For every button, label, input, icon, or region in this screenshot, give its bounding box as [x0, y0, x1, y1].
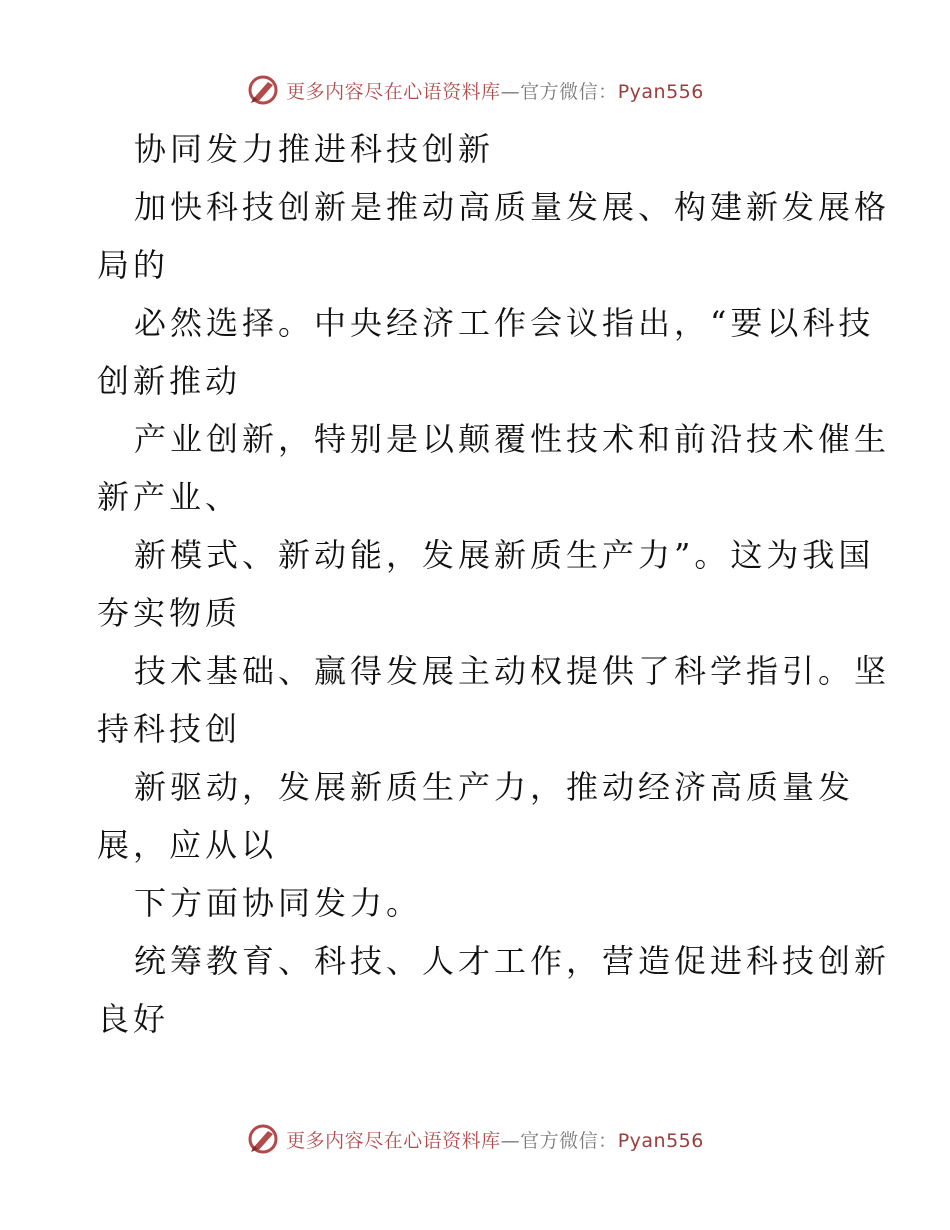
watermark-wechat-id: Pyan556 — [617, 1129, 704, 1152]
logo-pen-icon — [246, 1122, 280, 1156]
footer-watermark — [0, 1119, 950, 1159]
paragraph-line: 局的 — [97, 246, 170, 284]
watermark-text — [286, 77, 704, 104]
paragraph-line: 创新推动 — [97, 362, 242, 400]
document-title: 协同发力推进科技创新 — [134, 130, 495, 168]
header-watermark — [0, 70, 950, 110]
watermark-separator: — — [500, 80, 521, 103]
watermark-wechat-id: Pyan556 — [617, 80, 704, 103]
paragraph-line: 良好 — [97, 1000, 170, 1038]
paragraph-line: 下方面协同发力。 — [134, 884, 423, 922]
paragraph-line: 持科技创 — [97, 710, 242, 748]
watermark-text — [286, 1126, 704, 1153]
paragraph-line: 加快科技创新是推动高质量发展、构建新发展格 — [134, 188, 891, 226]
logo-pen-icon — [246, 73, 280, 107]
paragraph-line: 展，应从以 — [97, 826, 278, 864]
watermark-label: 官方微信： — [520, 80, 618, 103]
paragraph-line: 产业创新，特别是以颠覆性技术和前沿技术催生 — [134, 420, 891, 458]
watermark-main: 更多内容尽在心语资料库 — [286, 80, 501, 103]
paragraph-line: 技术基础、赢得发展主动权提供了科学指引。坚 — [134, 652, 891, 690]
paragraph-line: 新产业、 — [97, 478, 242, 516]
paragraph-line: 夯实物质 — [97, 594, 242, 632]
paragraph-line: 新模式、新动能，发展新质生产力”。这为我国 — [134, 536, 875, 574]
watermark-label: 官方微信： — [520, 1129, 618, 1152]
paragraph-line: 必然选择。中央经济工作会议指出，“要以科技 — [134, 304, 875, 342]
paragraph-line: 统筹教育、科技、人才工作，营造促进科技创新 — [134, 942, 891, 980]
watermark-separator: — — [500, 1129, 521, 1152]
watermark-main: 更多内容尽在心语资料库 — [286, 1129, 501, 1152]
paragraph-line: 新驱动，发展新质生产力，推动经济高质量发 — [134, 768, 855, 806]
